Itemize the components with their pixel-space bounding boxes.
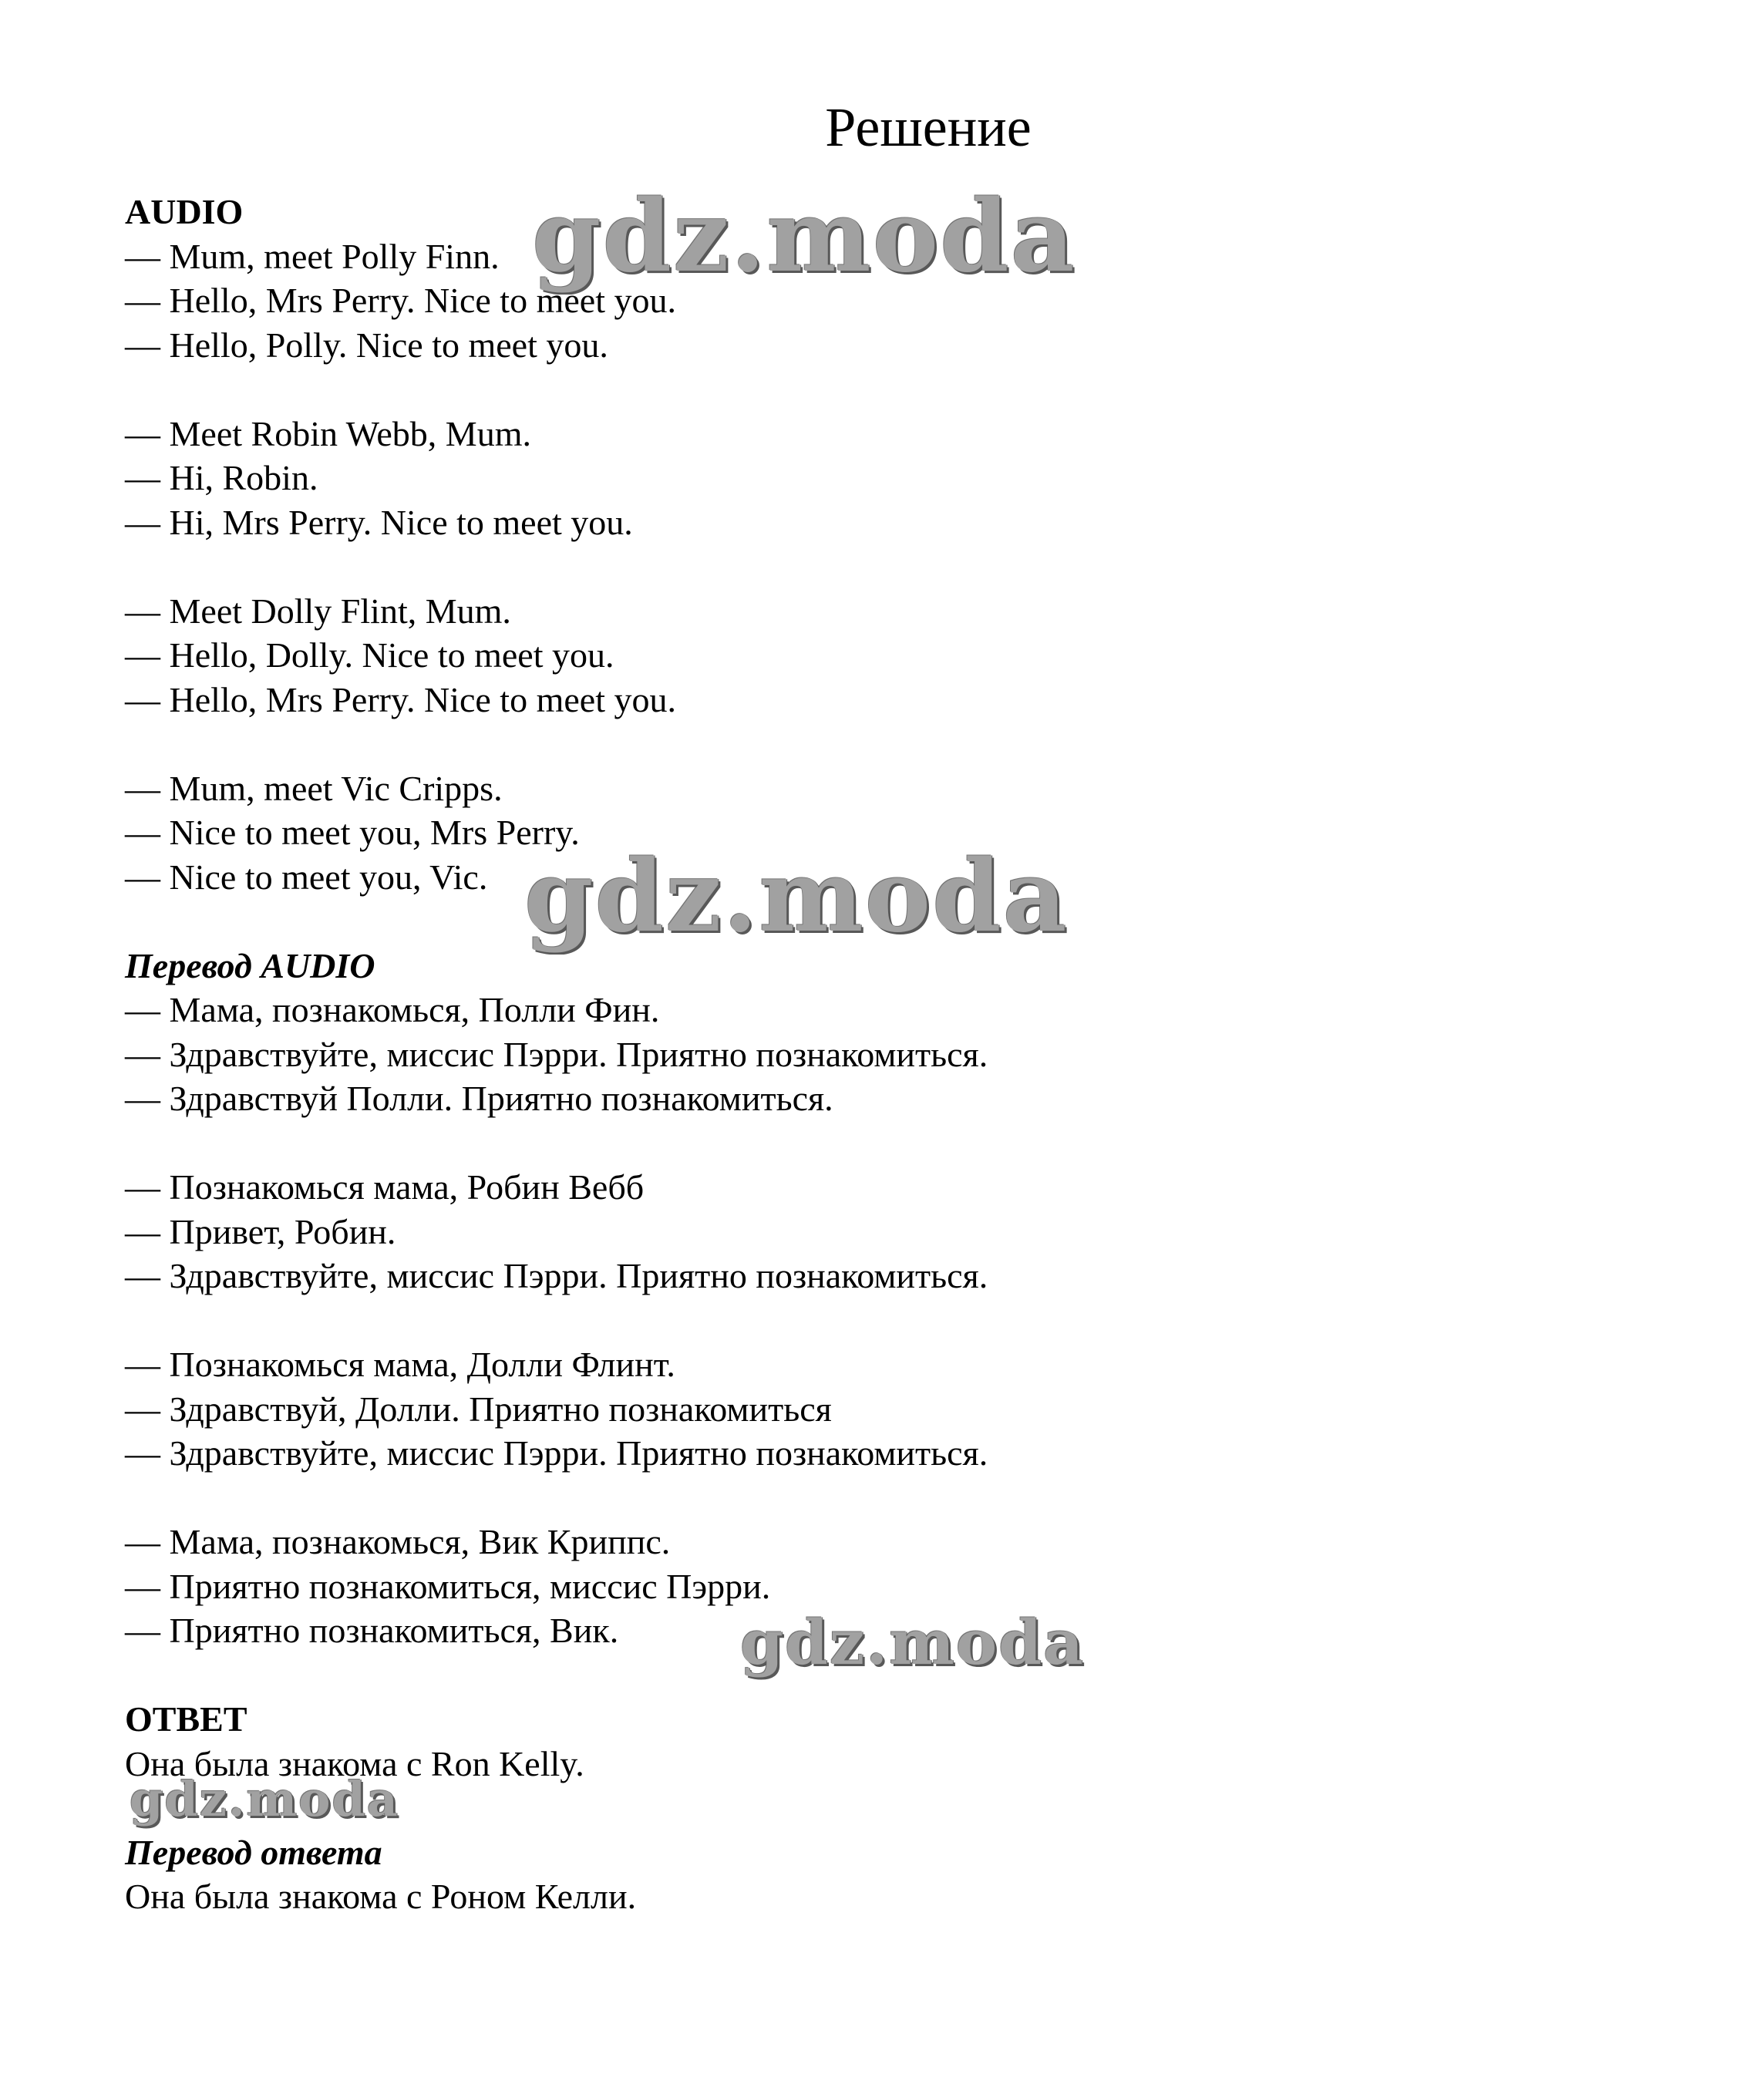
dialogue-line: — Meet Robin Webb, Mum.: [125, 413, 531, 453]
dialogue-line: — Мама, познакомься, Вик Криппс.: [125, 1522, 671, 1561]
dialogue-line: — Hello, Mrs Perry. Nice to meet you.: [125, 281, 676, 320]
answer-translation-text: Она была знакома с Роном Келли.: [125, 1877, 637, 1916]
audio-dialogue-2: [125, 412, 1667, 545]
dialogue-line: — Meet Dolly Flint, Mum.: [125, 591, 511, 631]
spacer: [125, 544, 1667, 589]
dialogue-line: — Nice to meet you, Mrs Perry.: [125, 813, 580, 852]
translation-dialogue-1: [125, 988, 1667, 1121]
dialogue-line: — Привет, Робин.: [125, 1211, 396, 1251]
spacer: [125, 1653, 1667, 1698]
spacer: [125, 722, 1667, 766]
spacer: [125, 1476, 1667, 1520]
dialogue-line: — Здравствуйте, миссис Пэрри. Приятно познакомиться.: [125, 1433, 988, 1473]
answer-heading: ОТВЕТ: [125, 1699, 247, 1739]
spacer: [125, 367, 1667, 412]
audio-heading: AUDIO: [125, 192, 244, 231]
dialogue-line: — Здравствуй Полли. Приятно познакомиться.: [125, 1079, 833, 1118]
dialogue-line: — Здравствуйте, миссис Пэрри. Приятно познакомиться.: [125, 1256, 988, 1295]
dialogue-line: — Приятно познакомиться, миссис Пэрри.: [125, 1566, 771, 1606]
answer-translation-heading: Перевод ответа: [125, 1832, 382, 1872]
dialogue-line: — Hello, Polly. Nice to meet you.: [125, 325, 608, 365]
dialogue-line: — Познакомься мама, Долли Флинт.: [125, 1345, 675, 1384]
dialogue-line: — Nice to meet you, Vic.: [125, 857, 488, 897]
dialogue-line: — Hi, Robin.: [125, 458, 318, 497]
dialogue-line: — Познакомься мама, Робин Вебб: [125, 1167, 645, 1207]
dialogue-line: — Мама, познакомься, Полли Фин.: [125, 990, 660, 1029]
dialogue-line: — Здравствуй, Долли. Приятно познакомиться: [125, 1389, 832, 1429]
translation-dialogue-4: [125, 1520, 1667, 1653]
spacer: [125, 899, 1667, 944]
dialogue-line: — Mum, meet Vic Cripps.: [125, 768, 503, 808]
dialogue-line: — Hello, Mrs Perry. Nice to meet you.: [125, 679, 676, 719]
watermark-logo: gdz.moda: [524, 839, 1069, 955]
dialogue-line: — Hi, Mrs Perry. Nice to meet you.: [125, 502, 633, 542]
spacer: [125, 1121, 1667, 1166]
translation-dialogue-2: [125, 1165, 1667, 1298]
translation-dialogue-3: [125, 1342, 1667, 1476]
watermark-logo: gdz.moda: [532, 179, 1076, 295]
spacer: [125, 1298, 1667, 1343]
dialogue-line: — Приятно познакомиться, Вик.: [125, 1611, 619, 1650]
watermark-logo: gdz.moda: [130, 1771, 399, 1827]
translation-heading: Перевод AUDIO: [125, 945, 375, 985]
content-body: [125, 190, 1667, 1919]
audio-dialogue-4: [125, 766, 1667, 900]
page-title: Решение: [825, 96, 1032, 158]
audio-dialogue-1: [125, 234, 1667, 368]
audio-dialogue-3: [125, 589, 1667, 722]
spacer: [125, 1786, 1667, 1830]
answer-text: Она была знакома с Ron Kelly.: [125, 1743, 584, 1783]
watermark-logo: gdz.moda: [740, 1606, 1085, 1679]
dialogue-line: — Hello, Dolly. Nice to meet you.: [125, 635, 614, 675]
dialogue-line: — Здравствуйте, миссис Пэрри. Приятно познакомиться.: [125, 1034, 988, 1074]
dialogue-line: — Mum, meet Polly Finn.: [125, 236, 500, 276]
